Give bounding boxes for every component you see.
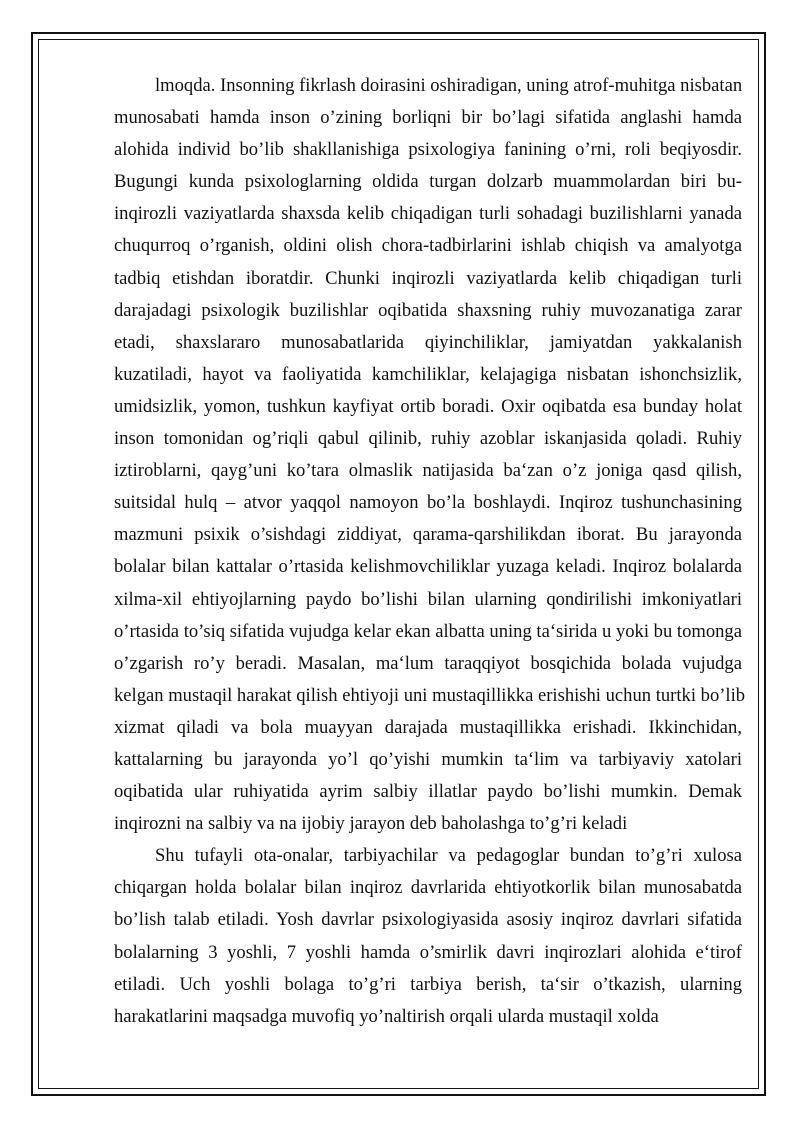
text-line: kattalarning bu jarayonda yo’l qo’yishi mumkin ta‘lim va tarbiyaviy xatolari (114, 748, 742, 770)
text-line: lmoqda. Insonning fikrlash doirasini oshiradigan, uning atrof-muhitga nisbatan (155, 75, 743, 96)
text-line: munosabati hamda inson o’zining borliqni bir bo’lagi sifatida anglashi hamda (114, 107, 742, 129)
text-line: harakatlarini maqsadga muvofiq yo’naltirish orqali ularda mustaqil xolda (114, 1005, 659, 1027)
text-line: chuqurroq o’rganish, oldini olish chora-tadbirlarini ishlab chiqish va amalyotga (114, 235, 742, 257)
text-line: oqibatida ular ruhiyatida ayrim salbiy illatlar paydo bo’lishi mumkin. Demak (114, 781, 742, 803)
text-line: umidsizlik, yomon, tushkun kayfiyat ortib boradi. Oxir oqibatda esa bunday holat (114, 395, 742, 417)
text-line: xizmat qiladi va bola muayyan darajada mustaqillikka erishadi. Ikkinchidan, (114, 716, 742, 738)
text-line: Shu tufayli ota-onalar, tarbiyachilar va pedagoglar bundan to’g’ri xulosa (155, 845, 742, 867)
text-line: bo’lish talab etiladi. Yosh davrlar psixologiyasida asosiy inqiroz davrlari sifatida (114, 909, 742, 931)
text-line: bolalar bilan kattalar o’rtasida kelishmovchiliklar yuzaga keladi. Inqiroz bolalarda (114, 556, 742, 578)
text-line: bolalarning 3 yoshli, 7 yoshli hamda o’smirlik davri inqirozlari alohida e‘tirof (114, 941, 742, 963)
paragraph-2 (114, 840, 742, 1033)
text-line: kuzatiladi, hayot va faoliyatida kamchiliklar, kelajagiga nisbatan ishonchsizlik, (114, 363, 742, 385)
text-line: tadbiq etishdan iboratdir. Chunki inqirozli vaziyatlarda kelib chiqadigan turli (114, 267, 742, 289)
text-line: chiqargan holda bolalar bilan inqiroz davrlarida ehtiyotkorlik bilan munosabatda (114, 877, 742, 899)
text-line: kelgan mustaqil harakat qilish ehtiyoji uni mustaqillikka erishishi uchun turtki bo’lib (114, 684, 746, 706)
text-line: xilma-xil ehtiyojlarning paydo bo’lishi bilan ularning qondirilishi imkoniyatlari (114, 588, 742, 610)
text-line: etadi, shaxslararo munosabatlarida qiyinchiliklar, jamiyatdan yakkalanish (114, 331, 742, 353)
text-line: etiladi. Uch yoshli bolaga to’g’ri tarbiya berish, ta‘sir o’tkazish, ularning (114, 973, 742, 995)
text-line: iztiroblarni, qayg’uni ko’tara olmaslik natijasida ba‘zan o’z joniga qasd qilish, (114, 460, 742, 482)
document-body (114, 70, 746, 1033)
text-line: mazmuni psixik o’sishdagi ziddiyat, qarama-qarshilikdan iborat. Bu jarayonda (114, 524, 742, 546)
text-line: o’rtasida to’siq sifatida vujudga kelar ekan albatta uning ta‘sirida u yoki bu tomonga (114, 620, 742, 642)
text-line: suitsidal hulq – atvor yaqqol namoyon bo’la boshlaydi. Inqiroz tushunchasining (114, 492, 742, 514)
text-line: alohida individ bo’lib shakllanishiga psixologiya fanining o’rni, roli beqiyosdir. (114, 139, 742, 161)
text-line: o’zgarish ro’y beradi. Masalan, ma‘lum taraqqiyot bosqichida bolada vujudga (114, 652, 742, 674)
text-line: inqirozli vaziyatlarda shaxsda kelib chiqadigan turli sohadagi buzilishlarni yanada (114, 203, 742, 225)
text-line: darajadagi psixologik buzilishlar oqibatida shaxsning ruhiy muvozanatiga zarar (114, 299, 742, 321)
text-line: inson tomonidan og’riqli qabul qilinib, ruhiy azoblar iskanjasida qoladi. Ruhiy (114, 428, 742, 450)
paragraph-1 (114, 70, 746, 840)
text-line: inqirozni na salbiy va na ijobiy jarayon deb baholashga to’g’ri keladi (114, 813, 628, 835)
text-line: Bugungi kunda psixologlarning oldida turgan dolzarb muammolardan biri bu- (114, 171, 742, 193)
